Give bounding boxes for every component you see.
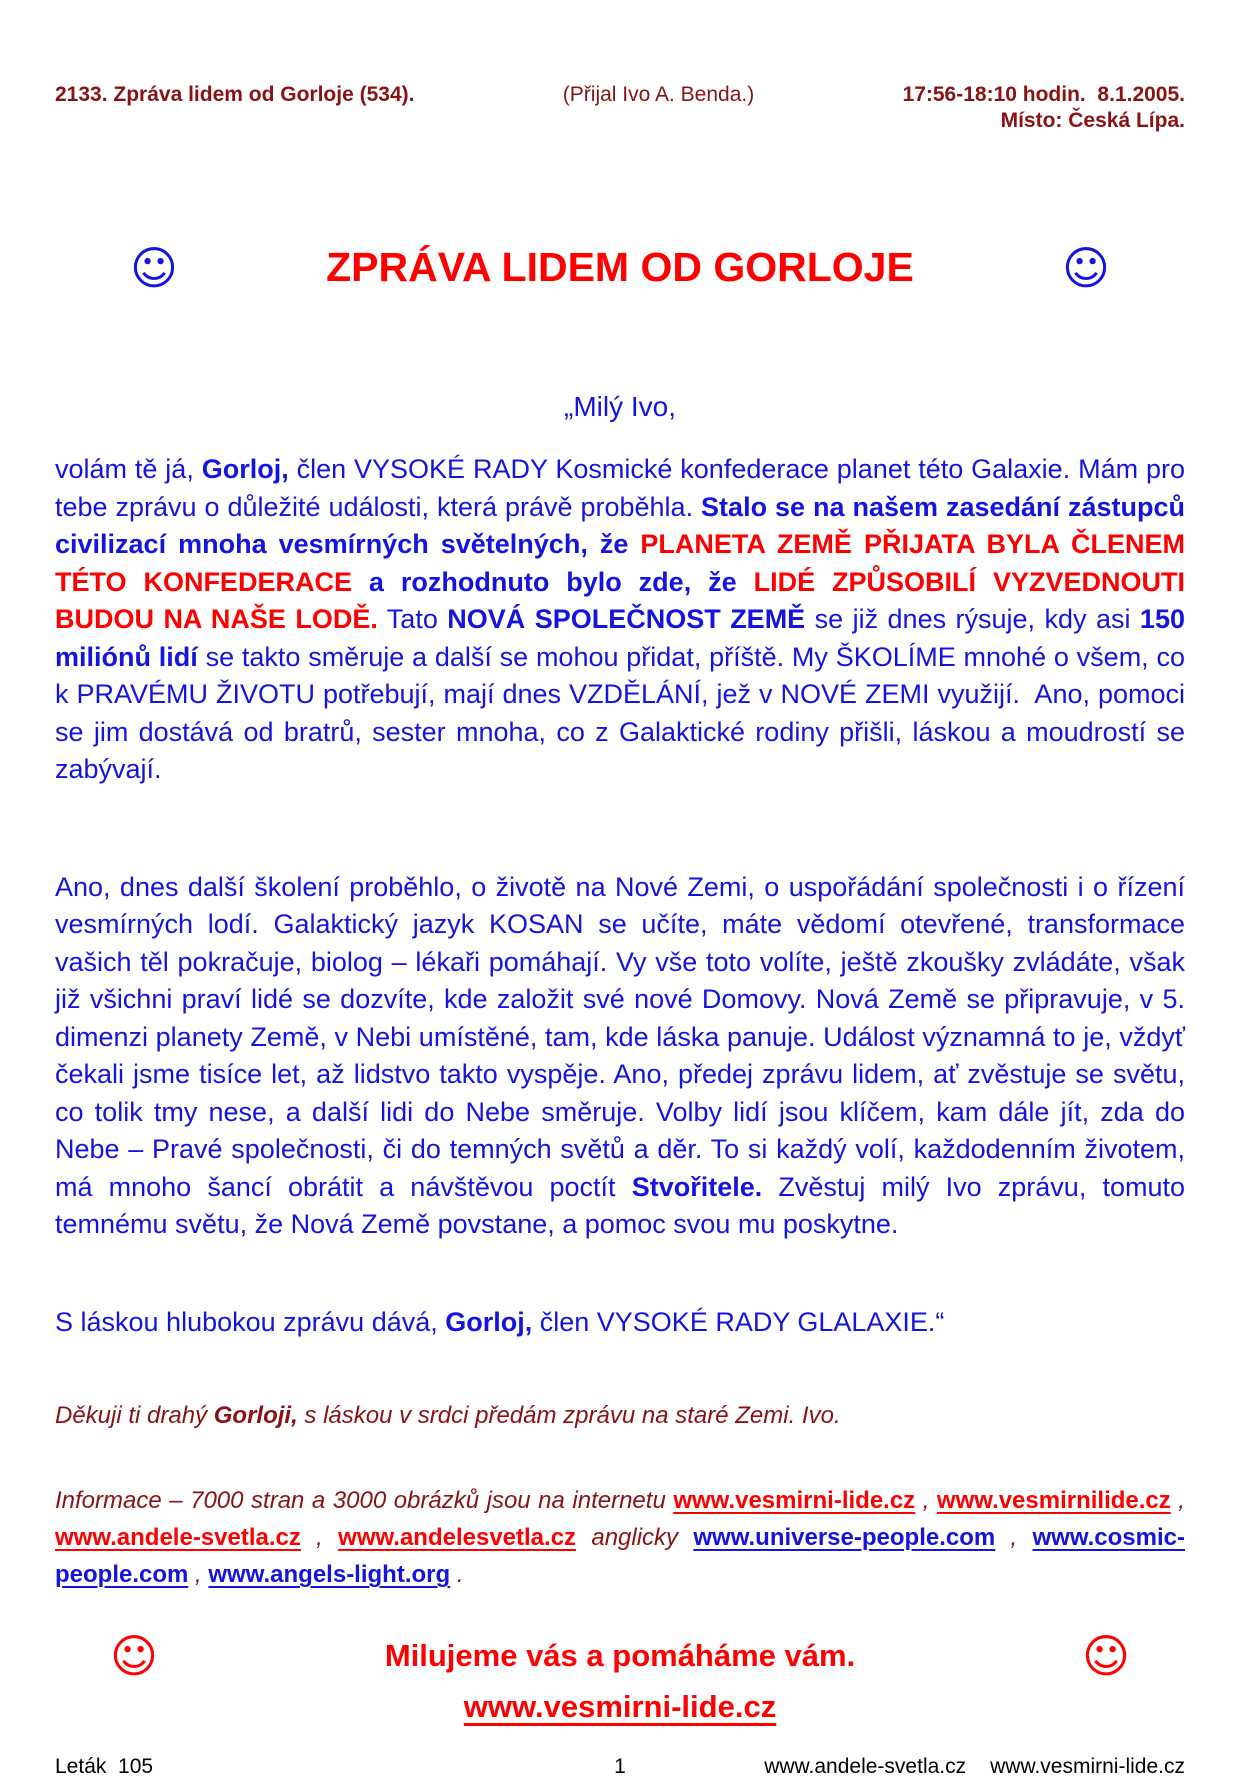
leaflet-number: Leták 105: [55, 1755, 154, 1778]
text-segment: se již dnes rýsuje, kdy asi: [805, 604, 1140, 634]
link-angels-light-org[interactable]: www.angels-light.org: [208, 1561, 451, 1588]
link-cosmic-people-com[interactable]: www.cosmic-people.com: [55, 1524, 1185, 1588]
text-segment: Stvořitele.: [631, 1171, 763, 1202]
text-segment: Zvěstuj milý Ivo zprávu, tomuto temnému světu, že Nová Země povstane, a pomoc svou mu poskytne.: [55, 1171, 1193, 1239]
text-segment: Stalo se na našem zasedání zástupců civilizací mnoha vesmírných světelných, že: [55, 491, 1193, 559]
bottom-row: [55, 1629, 1185, 1683]
text-segment: Gorloj,: [201, 454, 289, 484]
text-segment: s láskou v srdci předám zprávu na staré Zemi. Ivo.: [297, 1402, 841, 1429]
document-header: [55, 82, 1185, 134]
paragraph-message-2: [55, 869, 1193, 1244]
link-andele-svetla-cz[interactable]: www.andele-svetla.cz: [55, 1524, 301, 1551]
text-segment: Gorloji,: [213, 1402, 298, 1429]
signature-line: [55, 1304, 1185, 1342]
header-message-title: 2133. Zpráva lidem od Gorloje (534).: [55, 83, 415, 106]
smiley-icon: ☺: [1062, 240, 1110, 295]
footer-links: [626, 1755, 1185, 1779]
text-segment: Děkuji ti drahý: [55, 1402, 214, 1429]
text-segment: ,: [1170, 1487, 1192, 1514]
header-receiver: (Přijal Ivo A. Benda.): [562, 83, 755, 106]
text-segment: Gorloj,: [445, 1306, 533, 1337]
text-segment: anglicky: [576, 1524, 694, 1551]
footer-url-andele-svetla: www.andele-svetla.cz: [764, 1755, 967, 1778]
text-segment: 150 miliónů lidí: [55, 604, 1193, 672]
text-segment: LIDÉ ZPŮSOBILÍ VYZVEDNOUTI BUDOU NA NAŠE LODĚ.: [55, 566, 1193, 634]
page-title: ZPRÁVA LIDEM OD GORLOJE: [326, 244, 914, 290]
text-segment: člen VYSOKÉ RADY GLALAXIE.“: [532, 1306, 945, 1337]
text-segment: Informace – 7000 stran a 3000 obrázků jsou na internetu: [55, 1487, 674, 1514]
header-row-1: [55, 82, 1185, 108]
header-datetime: 17:56-18:10 hodin. 8.1.2005.: [902, 83, 1185, 106]
link-vesmirni-lide-cz[interactable]: www.vesmirni-lide.cz: [673, 1487, 916, 1514]
smiley-icon: ☺: [110, 1629, 158, 1683]
text-segment: ,: [300, 1524, 339, 1551]
text-segment: PLANETA ZEMĚ PŘIJATA BYLA ČLENEM TÉTO KONFEDERACE: [55, 529, 1193, 597]
header-place: Místo: Česká Lípa.: [1000, 109, 1185, 132]
header-row-2: [55, 108, 1185, 134]
bottom-url-row: [55, 1689, 1185, 1725]
text-segment: Tato: [377, 604, 448, 634]
link-universe-people-com[interactable]: www.universe-people.com: [693, 1524, 996, 1551]
info-paragraph: [55, 1482, 1192, 1593]
text-segment: ,: [995, 1524, 1033, 1551]
text-segment: S láskou hlubokou zprávu dává,: [55, 1306, 446, 1337]
text-segment: ,: [188, 1561, 209, 1588]
text-segment: NOVÁ SPOLEČNOST ZEMĚ: [447, 604, 806, 634]
footer-url-vesmirni-lide: www.vesmirni-lide.cz: [990, 1755, 1185, 1778]
text-segment: člen VYSOKÉ RADY Kosmické konfederace planet této Galaxie. Mám pro tebe zprávu o důležité události, která právě proběhla.: [55, 454, 1193, 522]
link-andelesvetla-cz[interactable]: www.andelesvetla.cz: [338, 1524, 577, 1551]
text-segment: Ano, dnes další školení proběhlo, o životě na Nové Zemi, o uspořádání společnosti i o řízení vesmírných lodí. Galaktický jazyk KOSAN se učíte, máte vědomí otevřené, transformace vašich těl pokračuje, biolog – lékaři pomáhají. Vy vše toto volíte, ještě zkoušky zvládáte, však již všichni praví lidé se dozvíte, kde založit své nové Domovy. Nová Země se připravuje, v 5. dimenzi planety Země, v Nebi umístěné, tam, kde láska panuje. Událost významná to je, vždyť čekali jsme tisíce let, až lidstvo takto vyspěje. Ano, předej zprávu lidem, ať zvěstuje se světu, co tolik tmy nese, a další lidi do Nebe směruje. Volby lidí jsou klíčem, kam dále jít, zda do Nebe – Pravé společnosti, či do temných světů a děr. To si každý volí, každodenním životem, má mnoho šancí obrátit a návštěvou poctít: [55, 871, 1193, 1202]
paragraph-message-1: [55, 451, 1193, 789]
text-segment: se takto směruje a další se mohou přidat, příště. My ŠKOLÍME mnohé o všem, co k PRAVÉMU ŽIVOTU potřebují, mají dnes VZDĚLÁNÍ, jež v NOVÉ ZEMI využijí. Ano, pomoci se jim dostává od bratrů, sester mnoha, co z Galaktické rodiny přišli, láskou a moudrostí se zabývají.: [55, 641, 1193, 784]
salutation: „Milý Ivo,: [564, 391, 676, 422]
title-row: [55, 240, 1185, 295]
smiley-icon: ☺: [1082, 1629, 1130, 1683]
slogan-text: Milujeme vás a pomáháme vám.: [384, 1638, 856, 1673]
smiley-icon: ☺: [130, 240, 178, 295]
page-footer: [55, 1755, 1185, 1779]
link-vesmirnilide-cz[interactable]: www.vesmirnilide.cz: [936, 1487, 1171, 1514]
thanks-line: [55, 1399, 1185, 1432]
text-segment: volám tě já,: [55, 454, 202, 484]
bottom-link-vesmirni-lide[interactable]: www.vesmirni-lide.cz: [463, 1689, 777, 1724]
text-segment: .: [450, 1561, 464, 1588]
page-number: 1: [614, 1755, 626, 1778]
text-segment: ,: [915, 1487, 937, 1514]
text-segment: a rozhodnuto bylo zde, že: [351, 566, 754, 597]
